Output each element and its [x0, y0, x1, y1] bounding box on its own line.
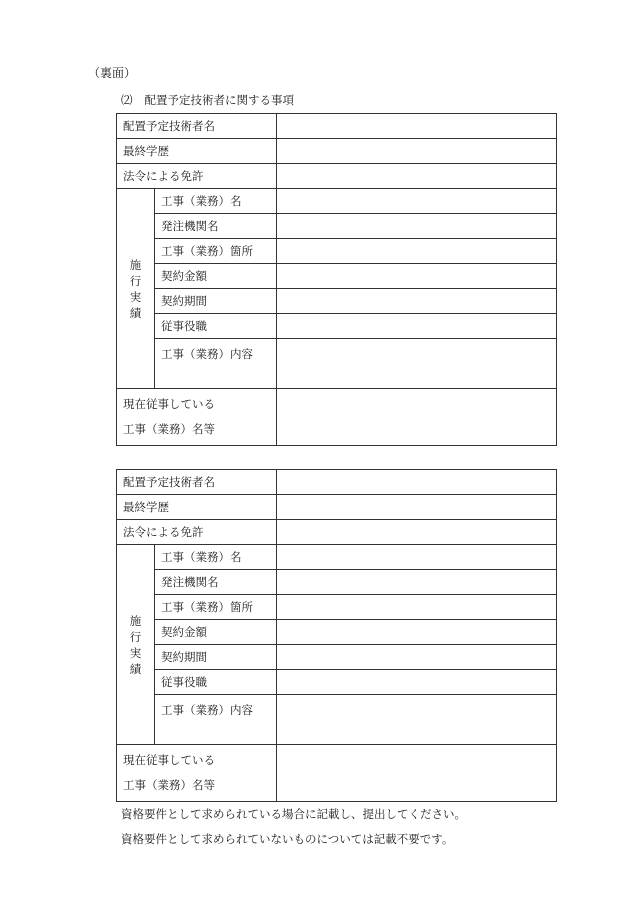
field-project-name[interactable] — [277, 545, 557, 570]
group-label-performance: 施行実績 — [129, 613, 142, 676]
label-engineer-name: 配置予定技術者名 — [117, 114, 277, 139]
label-current-line1: 現在従事している — [123, 753, 215, 767]
row-client — [117, 214, 557, 239]
field-location[interactable] — [277, 595, 557, 620]
field-engineer-name[interactable] — [277, 114, 557, 139]
row-contract-amount — [117, 620, 557, 645]
label-education: 最終学歴 — [117, 495, 277, 520]
row-engineer-name — [117, 470, 557, 495]
row-contract-period — [117, 289, 557, 314]
label-current-line1: 現在従事している — [123, 397, 215, 411]
row-contract-period — [117, 645, 557, 670]
label-license: 法令による免許 — [117, 520, 277, 545]
row-education — [117, 139, 557, 164]
label-role: 従事役職 — [155, 670, 277, 695]
group-label-cell — [117, 189, 155, 389]
label-engineer-name: 配置予定技術者名 — [117, 470, 277, 495]
group-label-performance: 施行実績 — [129, 257, 142, 320]
row-contract-amount — [117, 264, 557, 289]
label-content: 工事（業務）内容 — [155, 339, 277, 389]
field-project-name[interactable] — [277, 189, 557, 214]
field-license[interactable] — [277, 520, 557, 545]
field-location[interactable] — [277, 239, 557, 264]
field-education[interactable] — [277, 139, 557, 164]
row-license — [117, 520, 557, 545]
label-project-name: 工事（業務）名 — [155, 545, 277, 570]
field-content[interactable] — [277, 339, 557, 389]
field-license[interactable] — [277, 164, 557, 189]
label-client: 発注機関名 — [155, 214, 277, 239]
field-engineer-name[interactable] — [277, 470, 557, 495]
field-contract-amount[interactable] — [277, 264, 557, 289]
row-client — [117, 570, 557, 595]
field-client[interactable] — [277, 214, 557, 239]
field-role[interactable] — [277, 314, 557, 339]
label-contract-amount: 契約金額 — [155, 620, 277, 645]
label-project-name: 工事（業務）名 — [155, 189, 277, 214]
row-location — [117, 595, 557, 620]
section-title — [121, 93, 294, 107]
label-current-project — [117, 745, 277, 802]
field-role[interactable] — [277, 670, 557, 695]
group-label-cell — [117, 545, 155, 745]
label-role: 従事役職 — [155, 314, 277, 339]
row-content — [117, 695, 557, 745]
section-number: ⑵ — [121, 93, 133, 107]
label-current-project — [117, 389, 277, 446]
label-location: 工事（業務）箇所 — [155, 595, 277, 620]
row-current-project — [117, 389, 557, 446]
row-education — [117, 495, 557, 520]
row-license — [117, 164, 557, 189]
field-education[interactable] — [277, 495, 557, 520]
row-location — [117, 239, 557, 264]
label-license: 法令による免許 — [117, 164, 277, 189]
label-contract-period: 契約期間 — [155, 289, 277, 314]
engineer-table-2 — [116, 469, 557, 802]
field-contract-period[interactable] — [277, 289, 557, 314]
label-contract-amount: 契約金額 — [155, 264, 277, 289]
engineer-table-1 — [116, 113, 557, 446]
label-current-line2: 工事（業務）名等 — [123, 422, 215, 436]
label-client: 発注機関名 — [155, 570, 277, 595]
field-content[interactable] — [277, 695, 557, 745]
field-contract-period[interactable] — [277, 645, 557, 670]
row-role — [117, 670, 557, 695]
field-client[interactable] — [277, 570, 557, 595]
row-engineer-name — [117, 114, 557, 139]
label-contract-period: 契約期間 — [155, 645, 277, 670]
row-current-project — [117, 745, 557, 802]
label-current-line2: 工事（業務）名等 — [123, 778, 215, 792]
row-project-name — [117, 189, 557, 214]
note-required: 資格要件として求められている場合に記載し、提出してください。 — [121, 807, 466, 821]
label-location: 工事（業務）箇所 — [155, 239, 277, 264]
field-current-project[interactable] — [277, 389, 557, 446]
label-education: 最終学歴 — [117, 139, 277, 164]
section-title-text: 配置予定技術者に関する事項 — [144, 93, 294, 107]
row-project-name — [117, 545, 557, 570]
field-contract-amount[interactable] — [277, 620, 557, 645]
note-not-required: 資格要件として求められていないものについては記載不要です。 — [121, 832, 454, 846]
page-side-label: （裏面） — [88, 66, 137, 80]
row-role — [117, 314, 557, 339]
label-content: 工事（業務）内容 — [155, 695, 277, 745]
field-current-project[interactable] — [277, 745, 557, 802]
row-content — [117, 339, 557, 389]
